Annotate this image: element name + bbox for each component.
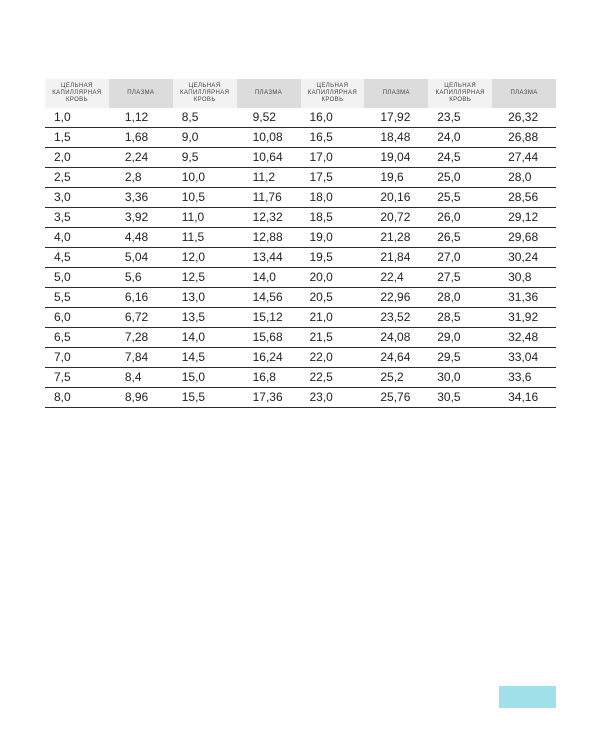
page-marker-block xyxy=(499,686,556,708)
glucose-conversion-table xyxy=(45,79,556,408)
cell-plasma: 11,76 xyxy=(237,188,301,208)
cell-plasma: 33,04 xyxy=(492,348,556,368)
table-row xyxy=(45,288,556,308)
cell-plasma: 22,4 xyxy=(364,268,428,288)
cell-whole-blood: 16,0 xyxy=(301,108,365,128)
cell-plasma: 17,36 xyxy=(237,388,301,408)
cell-whole-blood: 17,5 xyxy=(301,168,365,188)
cell-whole-blood: 17,0 xyxy=(301,148,365,168)
table-row xyxy=(45,388,556,408)
cell-plasma: 20,72 xyxy=(364,208,428,228)
cell-plasma: 21,84 xyxy=(364,248,428,268)
cell-whole-blood: 13,5 xyxy=(173,308,237,328)
cell-whole-blood: 29,0 xyxy=(428,328,492,348)
table-row xyxy=(45,308,556,328)
cell-whole-blood: 4,5 xyxy=(45,248,109,268)
cell-whole-blood: 16,5 xyxy=(301,128,365,148)
cell-plasma: 19,6 xyxy=(364,168,428,188)
cell-whole-blood: 5,0 xyxy=(45,268,109,288)
cell-plasma: 20,16 xyxy=(364,188,428,208)
cell-plasma: 7,28 xyxy=(109,328,173,348)
cell-whole-blood: 30,0 xyxy=(428,368,492,388)
cell-plasma: 12,88 xyxy=(237,228,301,248)
cell-plasma: 9,52 xyxy=(237,108,301,128)
cell-whole-blood: 7,5 xyxy=(45,368,109,388)
cell-plasma: 31,92 xyxy=(492,308,556,328)
cell-whole-blood: 5,5 xyxy=(45,288,109,308)
cell-plasma: 6,72 xyxy=(109,308,173,328)
cell-plasma: 29,68 xyxy=(492,228,556,248)
cell-whole-blood: 24,5 xyxy=(428,148,492,168)
cell-whole-blood: 22,5 xyxy=(301,368,365,388)
table-row xyxy=(45,328,556,348)
cell-plasma: 2,8 xyxy=(109,168,173,188)
cell-plasma: 22,96 xyxy=(364,288,428,308)
header-whole-blood-2: ЦЕЛЬНАЯ КАПИЛЛЯРНАЯ КРОВЬ xyxy=(173,79,237,108)
cell-whole-blood: 11,5 xyxy=(173,228,237,248)
table-body xyxy=(45,108,556,408)
cell-plasma: 13,44 xyxy=(237,248,301,268)
cell-whole-blood: 29,5 xyxy=(428,348,492,368)
table-row xyxy=(45,108,556,128)
table-row xyxy=(45,368,556,388)
cell-whole-blood: 1,0 xyxy=(45,108,109,128)
cell-whole-blood: 14,5 xyxy=(173,348,237,368)
table-row xyxy=(45,268,556,288)
table-row xyxy=(45,208,556,228)
cell-plasma: 31,36 xyxy=(492,288,556,308)
table-row xyxy=(45,168,556,188)
cell-whole-blood: 21,0 xyxy=(301,308,365,328)
cell-whole-blood: 19,5 xyxy=(301,248,365,268)
cell-whole-blood: 20,0 xyxy=(301,268,365,288)
cell-plasma: 2,24 xyxy=(109,148,173,168)
table-row xyxy=(45,228,556,248)
cell-whole-blood: 14,0 xyxy=(173,328,237,348)
cell-whole-blood: 7,0 xyxy=(45,348,109,368)
cell-plasma: 10,08 xyxy=(237,128,301,148)
header-plasma-1: ПЛАЗМА xyxy=(109,79,173,108)
cell-whole-blood: 10,5 xyxy=(173,188,237,208)
cell-whole-blood: 9,0 xyxy=(173,128,237,148)
header-plasma-2: ПЛАЗМА xyxy=(237,79,301,108)
cell-whole-blood: 20,5 xyxy=(301,288,365,308)
cell-whole-blood: 6,0 xyxy=(45,308,109,328)
cell-plasma: 3,92 xyxy=(109,208,173,228)
cell-plasma: 7,84 xyxy=(109,348,173,368)
cell-plasma: 6,16 xyxy=(109,288,173,308)
cell-whole-blood: 6,5 xyxy=(45,328,109,348)
cell-whole-blood: 23,0 xyxy=(301,388,365,408)
cell-plasma: 34,16 xyxy=(492,388,556,408)
cell-plasma: 15,12 xyxy=(237,308,301,328)
cell-plasma: 14,0 xyxy=(237,268,301,288)
cell-plasma: 26,88 xyxy=(492,128,556,148)
header-plasma-4: ПЛАЗМА xyxy=(492,79,556,108)
cell-whole-blood: 8,5 xyxy=(173,108,237,128)
cell-plasma: 5,6 xyxy=(109,268,173,288)
cell-plasma: 1,12 xyxy=(109,108,173,128)
cell-plasma: 28,0 xyxy=(492,168,556,188)
cell-plasma: 16,8 xyxy=(237,368,301,388)
cell-plasma: 25,2 xyxy=(364,368,428,388)
cell-plasma: 26,32 xyxy=(492,108,556,128)
header-whole-blood-4: ЦЕЛЬНАЯ КАПИЛЛЯРНАЯ КРОВЬ xyxy=(428,79,492,108)
cell-whole-blood: 18,0 xyxy=(301,188,365,208)
cell-plasma: 14,56 xyxy=(237,288,301,308)
cell-whole-blood: 3,0 xyxy=(45,188,109,208)
cell-whole-blood: 18,5 xyxy=(301,208,365,228)
cell-whole-blood: 25,5 xyxy=(428,188,492,208)
cell-whole-blood: 12,0 xyxy=(173,248,237,268)
cell-whole-blood: 23,5 xyxy=(428,108,492,128)
cell-plasma: 19,04 xyxy=(364,148,428,168)
table-row xyxy=(45,148,556,168)
cell-plasma: 11,2 xyxy=(237,168,301,188)
table-row xyxy=(45,128,556,148)
cell-plasma: 5,04 xyxy=(109,248,173,268)
cell-plasma: 29,12 xyxy=(492,208,556,228)
table-header xyxy=(45,79,556,108)
cell-whole-blood: 28,5 xyxy=(428,308,492,328)
cell-plasma: 23,52 xyxy=(364,308,428,328)
header-whole-blood-1: ЦЕЛЬНАЯ КАПИЛЛЯРНАЯ КРОВЬ xyxy=(45,79,109,108)
cell-whole-blood: 24,0 xyxy=(428,128,492,148)
header-whole-blood-3: ЦЕЛЬНАЯ КАПИЛЛЯРНАЯ КРОВЬ xyxy=(301,79,365,108)
cell-plasma: 12,32 xyxy=(237,208,301,228)
cell-plasma: 3,36 xyxy=(109,188,173,208)
cell-whole-blood: 9,5 xyxy=(173,148,237,168)
cell-whole-blood: 21,5 xyxy=(301,328,365,348)
cell-plasma: 8,96 xyxy=(109,388,173,408)
cell-whole-blood: 1,5 xyxy=(45,128,109,148)
cell-plasma: 16,24 xyxy=(237,348,301,368)
cell-plasma: 18,48 xyxy=(364,128,428,148)
cell-plasma: 1,68 xyxy=(109,128,173,148)
cell-whole-blood: 11,0 xyxy=(173,208,237,228)
cell-plasma: 32,48 xyxy=(492,328,556,348)
cell-plasma: 24,64 xyxy=(364,348,428,368)
cell-plasma: 10,64 xyxy=(237,148,301,168)
cell-whole-blood: 30,5 xyxy=(428,388,492,408)
cell-whole-blood: 19,0 xyxy=(301,228,365,248)
cell-whole-blood: 26,0 xyxy=(428,208,492,228)
table-row xyxy=(45,348,556,368)
cell-whole-blood: 27,0 xyxy=(428,248,492,268)
cell-plasma: 24,08 xyxy=(364,328,428,348)
cell-whole-blood: 26,5 xyxy=(428,228,492,248)
cell-whole-blood: 8,0 xyxy=(45,388,109,408)
cell-whole-blood: 4,0 xyxy=(45,228,109,248)
cell-plasma: 30,8 xyxy=(492,268,556,288)
cell-plasma: 8,4 xyxy=(109,368,173,388)
cell-whole-blood: 25,0 xyxy=(428,168,492,188)
cell-whole-blood: 3,5 xyxy=(45,208,109,228)
cell-whole-blood: 10,0 xyxy=(173,168,237,188)
table-row xyxy=(45,248,556,268)
cell-plasma: 25,76 xyxy=(364,388,428,408)
header-plasma-3: ПЛАЗМА xyxy=(364,79,428,108)
cell-plasma: 30,24 xyxy=(492,248,556,268)
cell-plasma: 17,92 xyxy=(364,108,428,128)
cell-plasma: 27,44 xyxy=(492,148,556,168)
cell-plasma: 15,68 xyxy=(237,328,301,348)
table-row xyxy=(45,188,556,208)
cell-plasma: 4,48 xyxy=(109,228,173,248)
cell-whole-blood: 27,5 xyxy=(428,268,492,288)
cell-whole-blood: 12,5 xyxy=(173,268,237,288)
cell-whole-blood: 13,0 xyxy=(173,288,237,308)
cell-whole-blood: 2,5 xyxy=(45,168,109,188)
cell-plasma: 21,28 xyxy=(364,228,428,248)
cell-whole-blood: 2,0 xyxy=(45,148,109,168)
header-row xyxy=(45,79,556,108)
cell-plasma: 28,56 xyxy=(492,188,556,208)
cell-plasma: 33,6 xyxy=(492,368,556,388)
cell-whole-blood: 28,0 xyxy=(428,288,492,308)
cell-whole-blood: 15,0 xyxy=(173,368,237,388)
cell-whole-blood: 15,5 xyxy=(173,388,237,408)
cell-whole-blood: 22,0 xyxy=(301,348,365,368)
